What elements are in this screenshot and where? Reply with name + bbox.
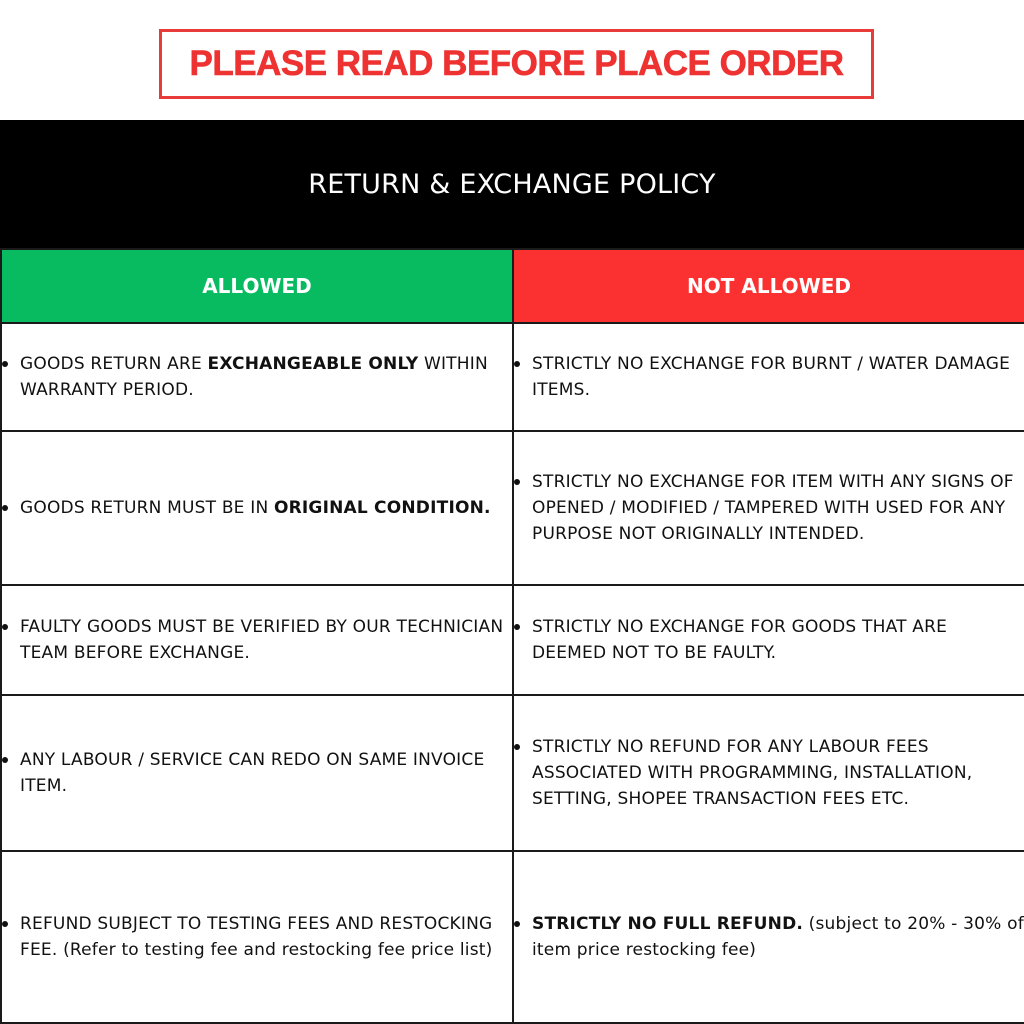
notice-banner (159, 29, 874, 99)
policy-title-bar (0, 120, 1024, 248)
list-item: STRICTLY NO EXCHANGE FOR BURNT / WATER DAMAGE ITEMS. (514, 351, 1024, 403)
allowed-cell (1, 323, 513, 431)
not-allowed-cell (513, 323, 1024, 431)
table-row (1, 585, 1024, 695)
list-item: STRICTLY NO FULL REFUND. (subject to 20% - 30% of item price restocking fee) (514, 911, 1024, 963)
allowed-cell (1, 585, 513, 695)
policy-title: RETURN & EXCHANGE POLICY (308, 168, 716, 200)
not-allowed-cell (513, 695, 1024, 851)
table-row (1, 851, 1024, 1023)
allowed-column-header: ALLOWED (1, 249, 513, 323)
list-item: FAULTY GOODS MUST BE VERIFIED BY OUR TECHNICIAN TEAM BEFORE EXCHANGE. (2, 614, 512, 666)
list-item: STRICTLY NO REFUND FOR ANY LABOUR FEES ASSOCIATED WITH PROGRAMMING, INSTALLATION, SETTING, SHOPEE TRANSACTION FEES ETC. (514, 734, 1024, 812)
not-allowed-column-header: NOT ALLOWED (513, 249, 1024, 323)
column-header-row (1, 249, 1024, 323)
allowed-cell (1, 851, 513, 1023)
list-item: GOODS RETURN ARE EXCHANGEABLE ONLY WITHIN WARRANTY PERIOD. (2, 351, 512, 403)
list-item: REFUND SUBJECT TO TESTING FEES AND RESTOCKING FEE. (Refer to testing fee and restocking fee price list) (2, 911, 512, 963)
notice-banner-text: PLEASE READ BEFORE PLACE ORDER (189, 44, 844, 83)
table-row (1, 323, 1024, 431)
list-item: ANY LABOUR / SERVICE CAN REDO ON SAME INVOICE ITEM. (2, 747, 512, 799)
list-item: STRICTLY NO EXCHANGE FOR GOODS THAT ARE DEEMED NOT TO BE FAULTY. (514, 614, 1024, 666)
allowed-cell (1, 695, 513, 851)
table-row (1, 695, 1024, 851)
not-allowed-cell (513, 851, 1024, 1023)
not-allowed-cell (513, 431, 1024, 585)
list-item: GOODS RETURN MUST BE IN ORIGINAL CONDITION. (2, 495, 512, 521)
list-item: STRICTLY NO EXCHANGE FOR ITEM WITH ANY SIGNS OF OPENED / MODIFIED / TAMPERED WITH USED FOR ANY PURPOSE NOT ORIGINALLY INTENDED. (514, 469, 1024, 547)
table-row (1, 431, 1024, 585)
allowed-cell (1, 431, 513, 585)
not-allowed-cell (513, 585, 1024, 695)
policy-table (0, 248, 1024, 1024)
